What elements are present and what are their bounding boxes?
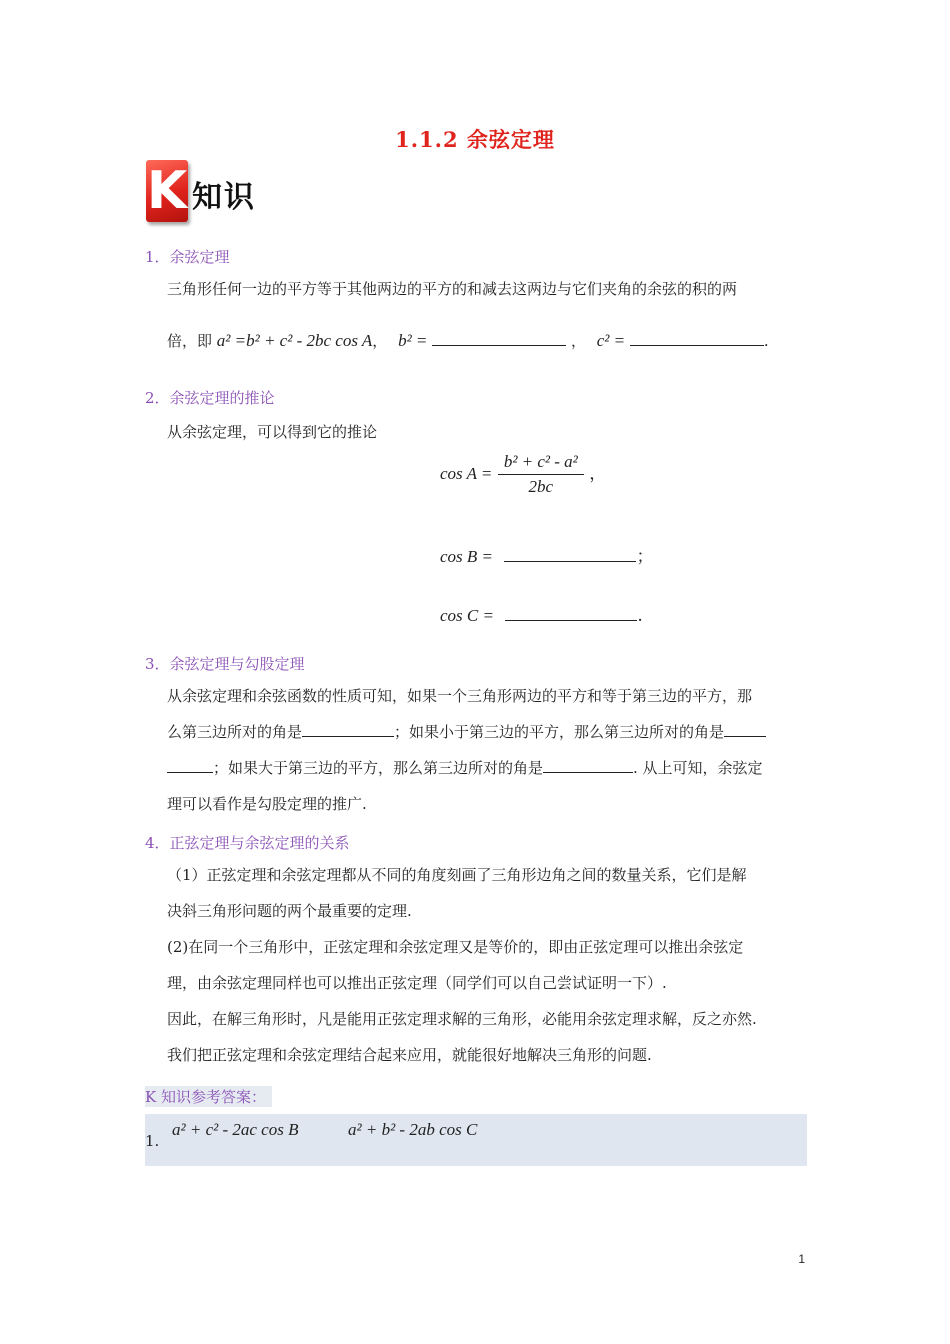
section3-line1: 从余弦定理和余弦函数的性质可知，如果一个三角形两边的平方和等于第三边的平方，那 — [167, 687, 753, 705]
cosC-blank — [505, 594, 637, 621]
answers-heading: K 知识参考答案： — [145, 1086, 272, 1107]
cosB-blank — [504, 535, 636, 562]
cosC-end: . — [637, 606, 643, 626]
cosC-equation — [440, 594, 643, 626]
cosB-equation — [440, 535, 653, 567]
section3-line3 — [167, 750, 807, 786]
section4-p3: 因此，在解三角形时，凡是能用正弦定理求解的三角形，必能用余弦定理求解，反之亦然. — [167, 1010, 757, 1028]
b-squared-blank — [432, 331, 566, 346]
section3-heading: 3．余弦定理与勾股定理 — [145, 655, 305, 673]
cosC-label: cos C = — [440, 606, 494, 625]
section4-p4: 我们把正弦定理和余弦定理结合起来应用，就能很好地解决三角形的问题. — [167, 1046, 652, 1064]
answer-1: a² + c² - 2ac cos B — [172, 1120, 299, 1139]
section1-formula-line — [167, 330, 769, 351]
section4-text — [167, 857, 807, 1073]
section3-text — [167, 678, 807, 822]
acute-blank-part1 — [724, 722, 766, 737]
cosA-label: cos A = — [440, 464, 493, 483]
right-angle-blank — [302, 722, 394, 737]
sep2: ， — [570, 332, 586, 350]
cosA-numerator: b² + c² - a² — [498, 452, 584, 475]
logo-k-icon: K — [146, 161, 188, 221]
obtuse-blank — [543, 758, 633, 773]
section2-heading: 2．余弦定理的推论 — [145, 389, 275, 407]
section3-line2 — [167, 714, 807, 750]
section2-intro: 从余弦定理，可以得到它的推论 — [167, 423, 378, 441]
section1-line1: 三角形任何一边的平方等于其他两边的平方的和减去这两边与它们夹角的余弦的积的两 — [167, 280, 738, 298]
section3-line3b: . 从上可知，余弦定 — [633, 759, 763, 777]
cosA-end: ， — [589, 464, 607, 484]
c-squared-label: c² = — [596, 331, 626, 350]
answer-2: a² + b² - 2ab cos C — [348, 1120, 478, 1139]
sep1: ， — [372, 332, 388, 350]
section4-heading: 4．正弦定理与余弦定理的关系 — [145, 834, 350, 852]
section1-text — [145, 271, 807, 308]
cosB-end: ； — [636, 547, 654, 567]
section3-line2a: 么第三边所对的角是 — [167, 723, 303, 741]
answer-number: 1. — [145, 1132, 160, 1150]
cosB-label: cos B = — [440, 547, 494, 566]
knowledge-logo — [146, 160, 276, 224]
c-squared-blank — [630, 331, 764, 346]
page-title: 1.1.2 余弦定理 — [395, 127, 555, 152]
page-number: 1 — [798, 1252, 805, 1266]
logo-text: 知识 — [192, 180, 256, 215]
answers-box — [145, 1114, 807, 1166]
section4-p2b: 理，由余弦定理同样也可以推出正弦定理（同学们可以自己尝试证明一下）. — [167, 974, 667, 992]
end1: . — [763, 332, 769, 350]
section4-p2a: (2)在同一个三角形中，正弦定理和余弦定理又是等价的，即由正弦定理可以推出余弦定 — [167, 938, 744, 956]
cosA-fraction — [498, 452, 584, 497]
section3-line3a: ；如果大于第三边的平方，那么第三边所对的角是 — [213, 759, 544, 777]
section3-line4: 理可以看作是勾股定理的推广. — [167, 795, 367, 813]
acute-blank-part2 — [167, 758, 213, 773]
cosA-denominator: 2bc — [528, 477, 554, 496]
section3-line2b: ；如果小于第三边的平方，那么第三边所对的角是 — [394, 723, 725, 741]
section4-p1b: 决斜三角形问题的两个最重要的定理. — [167, 902, 412, 920]
formula-a-squared: a² =b² + c² - 2bc cos A — [216, 331, 373, 350]
section1-heading: 1．余弦定理 — [145, 248, 230, 266]
cosA-equation — [440, 452, 606, 497]
section4-p1a: （1）正弦定理和余弦定理都从不同的角度刻画了三角形边角之间的数量关系，它们是解 — [167, 866, 747, 884]
section1-prefix: 倍，即 — [167, 332, 213, 350]
b-squared-label: b² = — [398, 331, 428, 350]
